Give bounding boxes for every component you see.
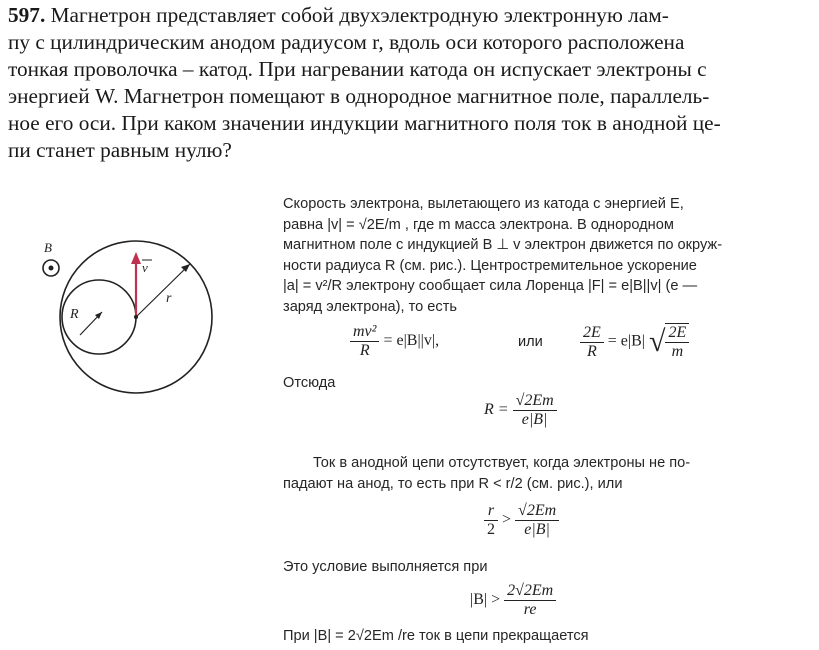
formula-answer: |B| > $\frac{2√2Em}{re}$ (470, 582, 556, 619)
problem-line-4: энергией W. Магнетрон помещают в однородное магнитное поле, параллель- (8, 84, 710, 108)
solution-paragraph-2 (283, 453, 803, 494)
formula-condition: $\frac{r}{2}$ > $\frac{√2Em}{e|B|}$ (484, 502, 559, 539)
formula-lorentz: $\frac{\text{mv²}}{R}$ = e|B||v|, (350, 323, 439, 360)
solution-paragraph-1 (283, 194, 803, 317)
or-word-1: или (518, 334, 543, 350)
problem-line-1: 597. Магнетрон представляет собой двухэлектродную электронную лам- (8, 3, 669, 27)
solution-line-1: Скорость электрона, вылетающего из катода с энергией E, (283, 196, 684, 212)
anode-radius-label: r (166, 291, 172, 306)
orbit-radius-label: R (70, 307, 79, 322)
magnetron-figure (30, 232, 230, 412)
problem-line-6: пи станет равным нулю? (8, 138, 232, 162)
formula-radius: R = $\frac{√2Em}{e|B|}$ (484, 392, 557, 429)
solution-p2-line-1: Ток в анодной цепи отсутствует, когда электроны не по- (313, 455, 691, 471)
solution-p2-line-2: падают на анод, то есть при R < r/2 (см. рис.), или (283, 475, 623, 492)
final-line: При |B| = 2√2Em /re ток в цепи прекращается (283, 628, 589, 644)
solution-line-2: равна |v| = √2E/m , где m масса электрона. В однородном (283, 216, 674, 233)
solution-line-4: ности радиуса R (см. рис.). Центростремительное ускорение (283, 257, 697, 274)
problem-number: 597. (8, 3, 46, 27)
formula-energy: $\frac{2E}{R}$ = e|B| √ $\frac{2E}{m}$ (580, 323, 689, 361)
solution-line-6: заряд электрона), то есть (283, 298, 457, 315)
problem-line-3: тонкая проволочка – катод. При нагревании катода он испускает электроны с (8, 57, 707, 81)
solution-line-5: |a| = v²/R электрону сообщает сила Лоренца |F| = e|B||v| (e — (283, 278, 698, 294)
b-field-label: B (44, 240, 52, 255)
solution-line-3: магнитном поле с индукцией B ⊥ v электрон движется по окруж- (283, 237, 723, 253)
problem-text (8, 2, 811, 164)
velocity-label: v (142, 260, 148, 275)
problem-line-5: ное его оси. При каком значении индукции магнитного поля ток в анодной це- (8, 111, 721, 135)
otsyuda-label: Отсюда (283, 375, 336, 391)
condition-text: Это условие выполняется при (283, 559, 488, 575)
problem-line-2: пу с цилиндрическим анодом радиусом r, вдоль оси которого расположена (8, 30, 685, 54)
